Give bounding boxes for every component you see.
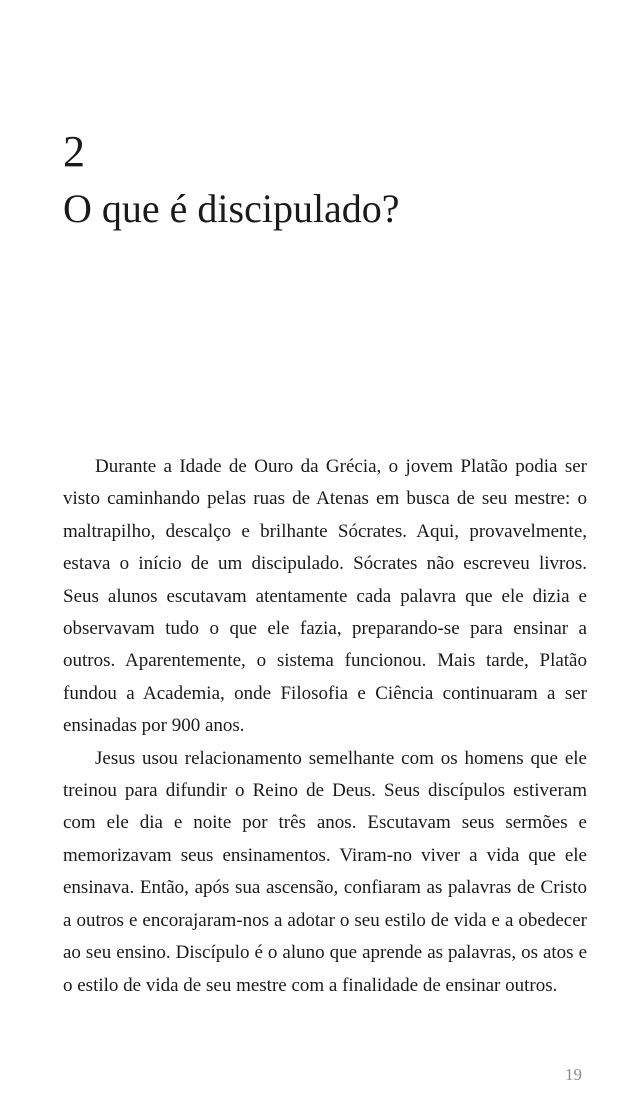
page-number: 19 [565,1065,582,1084]
chapter-number: 2 [63,127,85,176]
paragraph-1: Durante a Idade de Ouro da Grécia, o jovem Platão podia ser visto caminhando pelas ruas de Atenas em busca de seu mestre: o maltrapilho, descalço e brilhante Sócrates. Aqui, provavelmente, estava o início de um discipulado. Sócrates não escreveu livros. Seus alunos escutavam atentamente cada palavra que ele dizia e observavam tudo o que ele fazia, preparando-se para ensinar a outros. Aparentemente, o sistema funcionou. Mais tarde, Platão fundou a Academia, onde Filosofia e Ciência continuaram a ser ensinadas por 900 anos. [63,456,587,737]
chapter-title: O que é discipulado? [63,186,400,231]
paragraph-2: Jesus usou relacionamento semelhante com os homens que ele treinou para difundir o Reino de Deus. Seus discípulos estiveram com ele dia e noite por três anos. Escutavam seus sermões e memorizavam seus ensinamentos. Viram-no viver a vida que ele ensinava. Então, após sua ascensão, confiaram as palavras de Cristo a outros e encorajaram-nos a adotar o seu estilo de vida e a obedecer ao seu ensino. Discípulo é o aluno que aprende as palavras, os atos e o estilo de vida de seu mestre com a finalidade de ensinar outros. [63,747,587,996]
chapter-body [63,451,587,1002]
